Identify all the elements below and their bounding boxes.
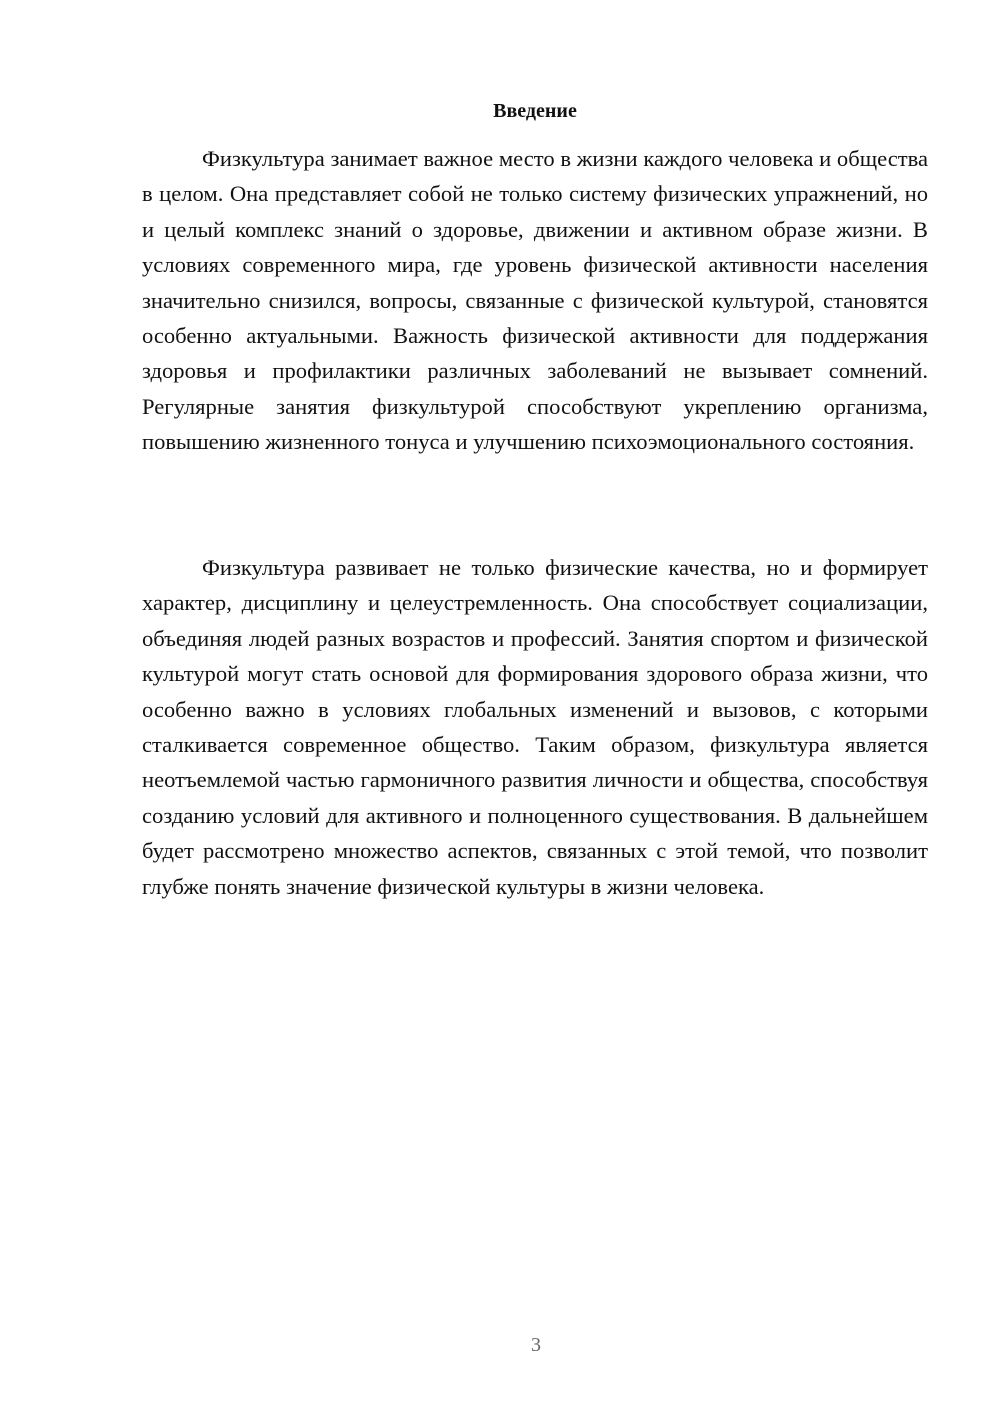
section-heading: Введение	[493, 100, 577, 122]
body-paragraph-1: Физкультура занимает важное место в жизни каждого человека и общества в целом. Она представляет собой не только систему физических упражнений, но и целый комплекс знаний о здоровье, движении и активном образе жизни. В условиях современного мира, где уровень физической активности населения значительно снизился, вопросы, связанные с физической культурой, становятся особенно актуальными. Важность физической активности для поддержания здоровья и профилактики различных заболеваний не вызывает сомнений. Регулярные занятия физкультурой способствуют укреплению организма, повышению жизненного тонуса и улучшению психоэмоционального состояния.	[142, 146, 928, 455]
body-paragraph-2: Физкультура развивает не только физические качества, но и формирует характер, дисциплину и целеустремленность. Она способствует социализации, объединяя людей разных возрастов и профессий. Занятия спортом и физической культурой могут стать основой для формирования здорового образа жизни, что особенно важно в условиях глобальных изменений и вызовов, с которыми сталкивается современное общество. Таким образом, физкультура является неотъемлемой частью гармоничного развития личности и общества, способствуя созданию условий для активного и полноценного существования. В дальнейшем будет рассмотрено множество аспектов, связанных с этой темой, что позволит глубже понять значение физической культуры в жизни человека.	[142, 555, 928, 899]
page-number: 3	[531, 1334, 541, 1356]
